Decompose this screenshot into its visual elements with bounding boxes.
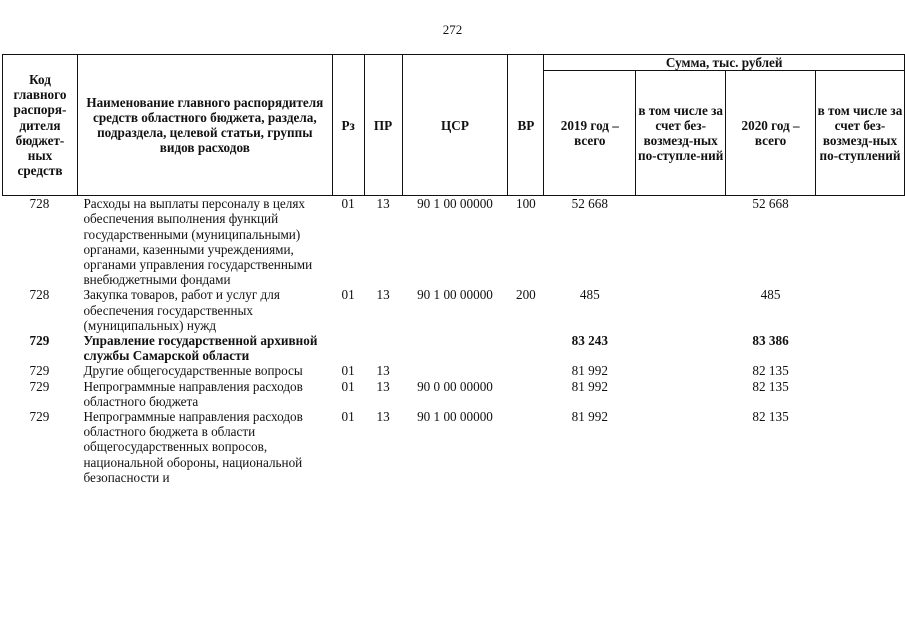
cell-rz: 01: [341, 409, 355, 425]
cell-pr: 13: [376, 363, 390, 379]
cell-rz: 01: [341, 287, 355, 303]
cell-2020-total: 485: [760, 287, 781, 303]
table-row: [3, 196, 905, 288]
table-row: [3, 409, 905, 485]
header-csr: ЦСР: [402, 55, 508, 196]
cell-vr: [508, 409, 544, 485]
cell-2019-total: 485: [579, 287, 600, 303]
header-code: Код главного распоря-дителя бюджет-ных средств: [3, 55, 78, 196]
cell-2020-free: [815, 196, 904, 288]
cell-name: Закупка товаров, работ и услуг для обеспечения государственных (муниципальных) нужд: [83, 287, 280, 333]
table-row: [3, 363, 905, 378]
cell-rz: 01: [341, 363, 355, 379]
cell-2020-total: 83 386: [752, 333, 789, 349]
cell-rz: 01: [341, 378, 355, 394]
cell-2019-free: [636, 409, 726, 485]
cell-name: Расходы на выплаты персоналу в целях обеспечения выполнения функций государственными (муниципальными) органами, казенными учреждениями, органами управления государственными внебюджетными фондами: [83, 196, 313, 288]
cell-2019-free: [636, 196, 726, 288]
cell-vr: [508, 379, 544, 409]
cell-2019-free: [636, 363, 726, 378]
cell-csr: 90 1 00 00000: [417, 287, 493, 303]
cell-code: 729: [29, 378, 50, 394]
cell-csr: 90 1 00 00000: [417, 409, 493, 425]
cell-2019-total: 83 243: [571, 333, 608, 349]
cell-code: 728: [29, 287, 50, 303]
cell-csr: 90 0 00 00000: [417, 378, 493, 394]
header-pr: ПР: [364, 55, 402, 196]
cell-vr: [508, 333, 544, 363]
cell-name: Непрограммные направления расходов областного бюджета: [83, 378, 303, 409]
page-number: 272: [442, 22, 463, 37]
cell-2019-total: 81 992: [571, 409, 608, 425]
cell-2020-free: [815, 287, 904, 333]
cell-csr: [402, 363, 508, 378]
cell-2020-free: [815, 379, 904, 409]
cell-2020-total: 82 135: [752, 363, 789, 379]
cell-2019-free: [636, 333, 726, 363]
cell-code: 729: [29, 409, 50, 425]
header-name: Наименование главного распорядителя средств областного бюджета, раздела, подраздела, целевой статьи, группы видов расходов: [77, 55, 332, 196]
header-sum-group: Сумма, тыс. рублей: [544, 55, 905, 71]
cell-pr: [364, 333, 402, 363]
table-row: [3, 287, 905, 333]
cell-pr: 13: [376, 287, 390, 303]
header-vr: ВР: [508, 55, 544, 196]
cell-vr: 200: [515, 287, 536, 303]
cell-2019-total: 81 992: [571, 363, 608, 379]
cell-pr: 13: [376, 378, 390, 394]
table-row: [3, 379, 905, 409]
cell-2019-free: [636, 287, 726, 333]
header-2020-free: в том числе за счет без-возмезд-ных по-ступлений: [815, 71, 904, 196]
cell-pr: 13: [376, 409, 390, 425]
cell-2020-free: [815, 363, 904, 378]
table-header: [3, 55, 905, 196]
cell-name: Управление государственной архивной службы Самарской области: [83, 333, 318, 364]
cell-2020-free: [815, 333, 904, 363]
cell-vr: 100: [515, 196, 536, 212]
cell-code: 729: [29, 363, 50, 379]
cell-2020-total: 82 135: [752, 378, 789, 394]
header-2019-free: в том числе за счет без-возмезд-ных по-ступле-ний: [636, 71, 726, 196]
table-body: [3, 196, 905, 485]
cell-2020-total: 82 135: [752, 409, 789, 425]
cell-rz: [332, 333, 364, 363]
cell-csr: 90 1 00 00000: [417, 196, 493, 212]
budget-table: [2, 54, 905, 485]
header-2020-total: 2020 год – всего: [726, 71, 816, 196]
cell-code: 728: [29, 196, 50, 212]
cell-2019-free: [636, 379, 726, 409]
cell-2019-total: 81 992: [571, 378, 608, 394]
cell-vr: [508, 363, 544, 378]
cell-csr: [402, 333, 508, 363]
table-row: [3, 333, 905, 363]
header-rz: Рз: [332, 55, 364, 196]
cell-2019-total: 52 668: [571, 196, 608, 212]
cell-code: 729: [29, 333, 50, 349]
cell-rz: 01: [341, 196, 355, 212]
cell-name: Непрограммные направления расходов областного бюджета в области общегосударственных вопросов, национальной обороны, национальной безопасности и: [83, 409, 303, 485]
cell-2020-total: 52 668: [752, 196, 789, 212]
cell-pr: 13: [376, 196, 390, 212]
cell-name: Другие общегосударственные вопросы: [83, 363, 303, 379]
cell-2020-free: [815, 409, 904, 485]
header-2019-total: 2019 год – всего: [544, 71, 636, 196]
